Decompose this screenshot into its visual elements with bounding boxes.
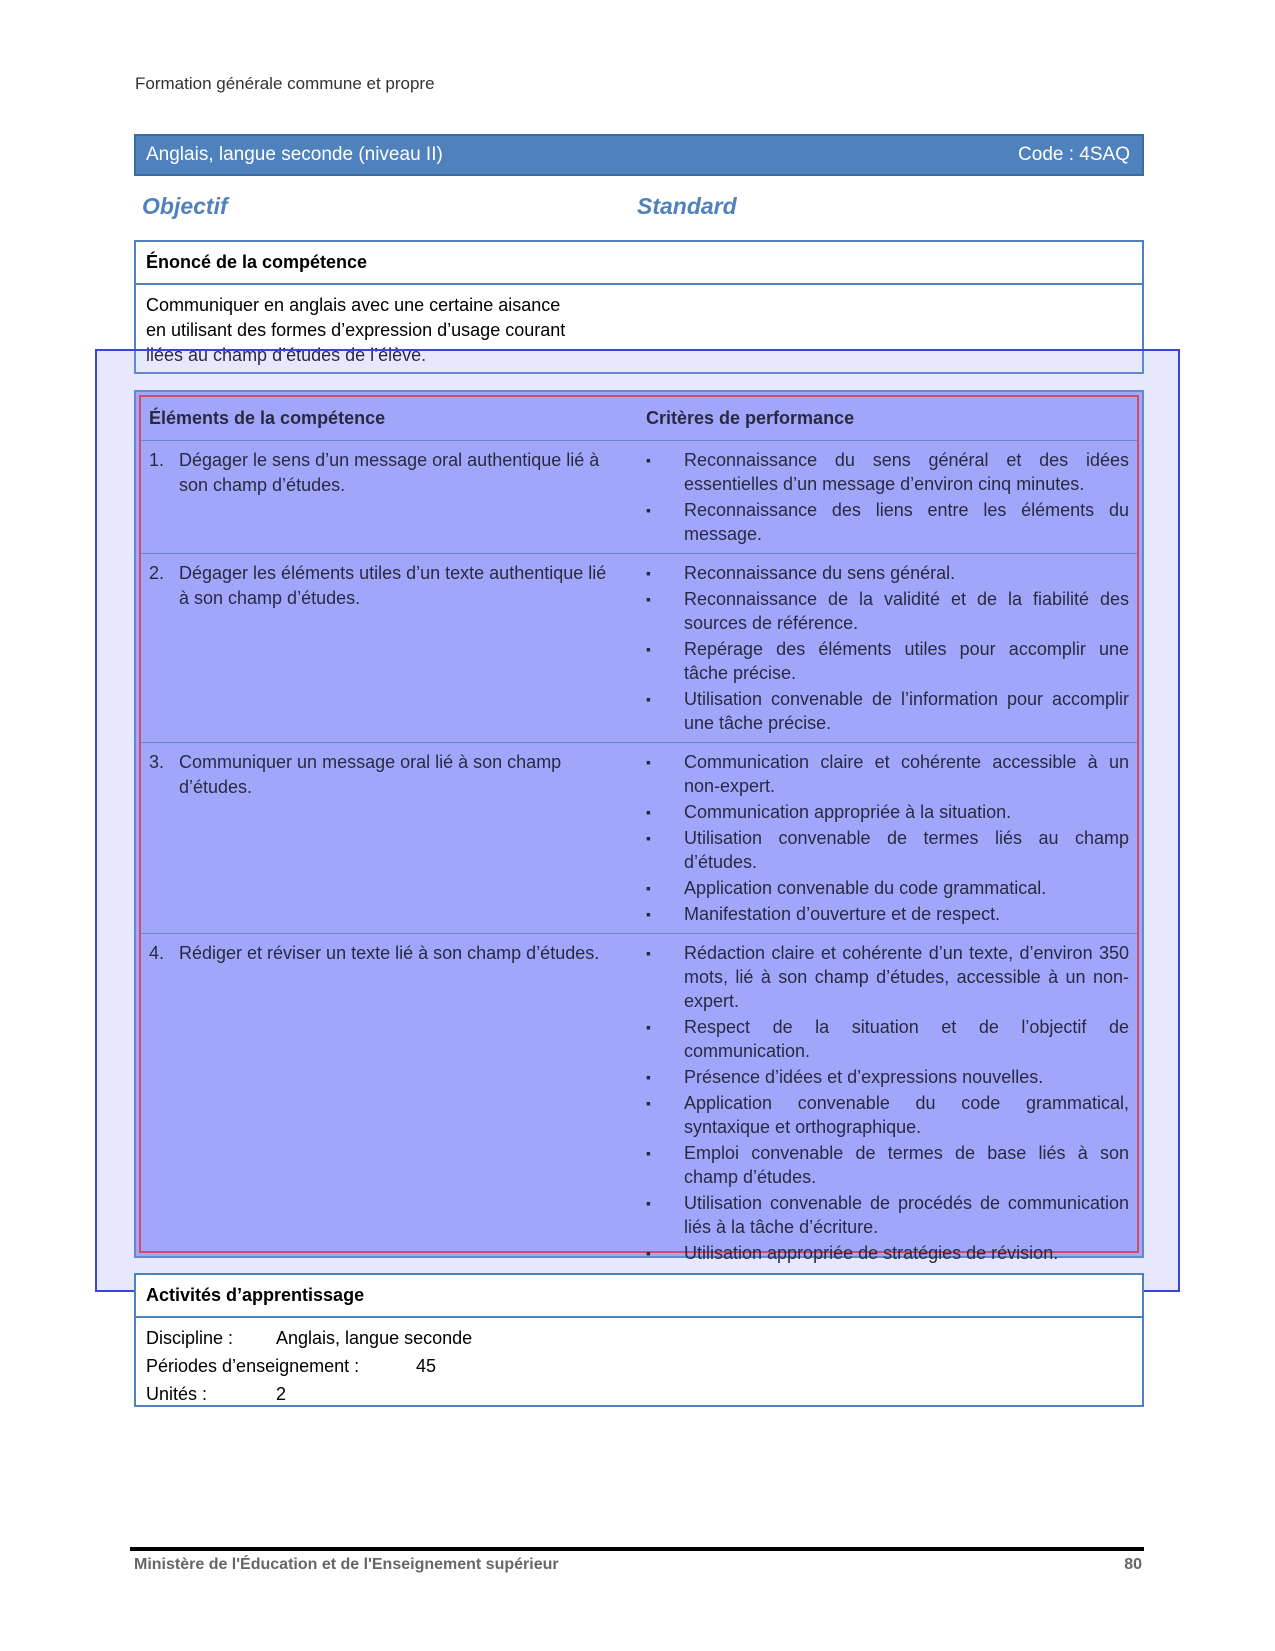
criterion-item <box>646 1091 1129 1139</box>
criteria-cell <box>646 941 1137 1267</box>
footer <box>134 1556 1142 1574</box>
criterion-text: Reconnaissance du sens général et des idées essentielles d’un message d’environ cinq minutes. <box>684 450 1129 494</box>
bullet-icon: ▪ <box>646 880 651 896</box>
bullet-icon: ▪ <box>646 591 651 607</box>
criterion-text: Utilisation convenable de procédés de communication liés à la tâche d’écriture. <box>684 1193 1129 1237</box>
unites-value: 2 <box>276 1384 287 1404</box>
course-title-bar <box>134 134 1144 176</box>
footer-rule <box>130 1547 1144 1551</box>
bullet-icon: ▪ <box>646 945 651 961</box>
enonce-body <box>136 285 626 376</box>
element-text: Dégager le sens d’un message oral authentique lié à son champ d’études. <box>179 450 600 495</box>
element-row <box>141 934 1137 1272</box>
criteria-column-heading: Critères de performance <box>646 408 855 428</box>
enonce-heading: Énoncé de la compétence <box>136 242 1142 285</box>
criterion-item <box>646 587 1129 635</box>
criteria-cell <box>646 448 1137 548</box>
course-code: Code : 4SAQ <box>1018 144 1130 165</box>
bullet-icon: ▪ <box>646 906 651 922</box>
criterion-item <box>646 750 1129 798</box>
discipline-line <box>146 1324 1132 1352</box>
element-cell <box>141 448 646 548</box>
unites-line <box>146 1380 1132 1408</box>
elements-column-heading: Éléments de la compétence <box>149 408 386 428</box>
bullet-icon: ▪ <box>646 1095 651 1111</box>
criterion-item <box>646 1015 1129 1063</box>
footer-ministry: Ministère de l'Éducation et de l'Enseignement supérieur <box>134 1556 559 1573</box>
enonce-section <box>134 240 1144 374</box>
element-number: 3. <box>149 752 165 772</box>
activites-heading: Activités d’apprentissage <box>136 1275 1142 1318</box>
criterion-text: Reconnaissance de la validité et de la fiabilité des sources de référence. <box>684 589 1129 633</box>
element-text: Rédiger et réviser un texte lié à son champ d’études. <box>179 943 600 963</box>
criterion-text: Reconnaissance du sens général. <box>684 563 956 583</box>
bullet-icon: ▪ <box>646 565 651 581</box>
page-number: 80 <box>1124 1556 1142 1573</box>
bullet-icon: ▪ <box>646 641 651 657</box>
discipline-value: Anglais, langue seconde <box>276 1328 473 1348</box>
bullet-icon: ▪ <box>646 1145 651 1161</box>
running-header: Formation générale commune et propre <box>135 74 435 93</box>
criterion-item <box>646 498 1129 546</box>
criteria-cell <box>646 750 1137 928</box>
discipline-label: Discipline : <box>146 1328 234 1348</box>
enonce-line: en utilisant des formes d’expression d’usage courant <box>146 320 566 340</box>
bullet-icon: ▪ <box>646 1019 651 1035</box>
criterion-item <box>646 1065 1129 1089</box>
elements-rows <box>141 441 1137 1272</box>
bullet-icon: ▪ <box>646 804 651 820</box>
criterion-text: Application convenable du code grammatical, syntaxique et orthographique. <box>684 1093 1129 1137</box>
standard-heading: Standard <box>637 193 737 219</box>
criterion-item <box>646 448 1129 496</box>
unites-label: Unités : <box>146 1384 208 1404</box>
bullet-icon: ▪ <box>646 1195 651 1211</box>
periodes-line <box>146 1352 1132 1380</box>
element-cell <box>141 561 646 737</box>
element-text: Communiquer un message oral lié à son champ d’études. <box>179 752 562 797</box>
criterion-text: Repérage des éléments utiles pour accomplir une tâche précise. <box>684 639 1129 683</box>
activites-section <box>134 1273 1144 1407</box>
criterion-item <box>646 826 1129 874</box>
criterion-item <box>646 561 1129 585</box>
element-row <box>141 554 1137 743</box>
criterion-text: Utilisation convenable de l’information pour accomplir une tâche précise. <box>684 689 1129 733</box>
criterion-text: Application convenable du code grammatical. <box>684 878 1047 898</box>
bullet-icon: ▪ <box>646 452 651 468</box>
periodes-value: 45 <box>416 1356 437 1376</box>
criterion-item <box>646 902 1129 926</box>
bullet-icon: ▪ <box>646 754 651 770</box>
element-text: Dégager les éléments utiles d’un texte authentique lié à son champ d’études. <box>179 563 607 608</box>
criterion-item <box>646 1241 1129 1265</box>
bullet-icon: ▪ <box>646 1245 651 1261</box>
element-number: 1. <box>149 450 165 470</box>
criterion-text: Reconnaissance des liens entre les éléments du message. <box>684 500 1129 544</box>
bullet-icon: ▪ <box>646 1069 651 1085</box>
elements-header-row <box>141 397 1137 441</box>
criterion-item <box>646 1141 1129 1189</box>
criteria-cell <box>646 561 1137 737</box>
criterion-text: Respect de la situation et de l’objectif de communication. <box>684 1017 1129 1061</box>
elements-inner <box>139 395 1139 1263</box>
criterion-text: Utilisation convenable de termes liés au champ d’études. <box>684 828 1129 872</box>
element-row <box>141 743 1137 934</box>
element-cell <box>141 941 646 1267</box>
criterion-item <box>646 876 1129 900</box>
enonce-line: Communiquer en anglais avec une certaine aisance <box>146 295 561 315</box>
activites-body <box>136 1318 1142 1414</box>
element-number: 4. <box>149 943 165 963</box>
periodes-label: Périodes d’enseignement : <box>146 1356 360 1376</box>
criterion-text: Utilisation appropriée de stratégies de révision. <box>684 1243 1059 1263</box>
criterion-text: Manifestation d’ouverture et de respect. <box>684 904 1001 924</box>
criterion-text: Communication appropriée à la situation. <box>684 802 1012 822</box>
element-row <box>141 441 1137 554</box>
criterion-item <box>646 941 1129 1013</box>
element-cell <box>141 750 646 928</box>
criterion-text: Emploi convenable de termes de base liés à son champ d’études. <box>684 1143 1129 1187</box>
elements-table <box>134 390 1144 1263</box>
criterion-item <box>646 637 1129 685</box>
bullet-icon: ▪ <box>646 830 651 846</box>
criterion-text: Communication claire et cohérente accessible à un non-expert. <box>684 752 1129 796</box>
bullet-icon: ▪ <box>646 691 651 707</box>
course-name: Anglais, langue seconde (niveau II) <box>146 144 443 165</box>
objectif-heading: Objectif <box>142 193 228 219</box>
criterion-item <box>646 1191 1129 1239</box>
criterion-item <box>646 800 1129 824</box>
enonce-line: liées au champ d’études de l’élève. <box>146 345 427 365</box>
bullet-icon: ▪ <box>646 502 651 518</box>
element-number: 2. <box>149 563 165 583</box>
criterion-text: Présence d’idées et d’expressions nouvelles. <box>684 1067 1044 1087</box>
criterion-text: Rédaction claire et cohérente d’un texte, d’environ 350 mots, lié à son champ d’études, accessible à un non-expert. <box>684 943 1129 1011</box>
criterion-item <box>646 687 1129 735</box>
